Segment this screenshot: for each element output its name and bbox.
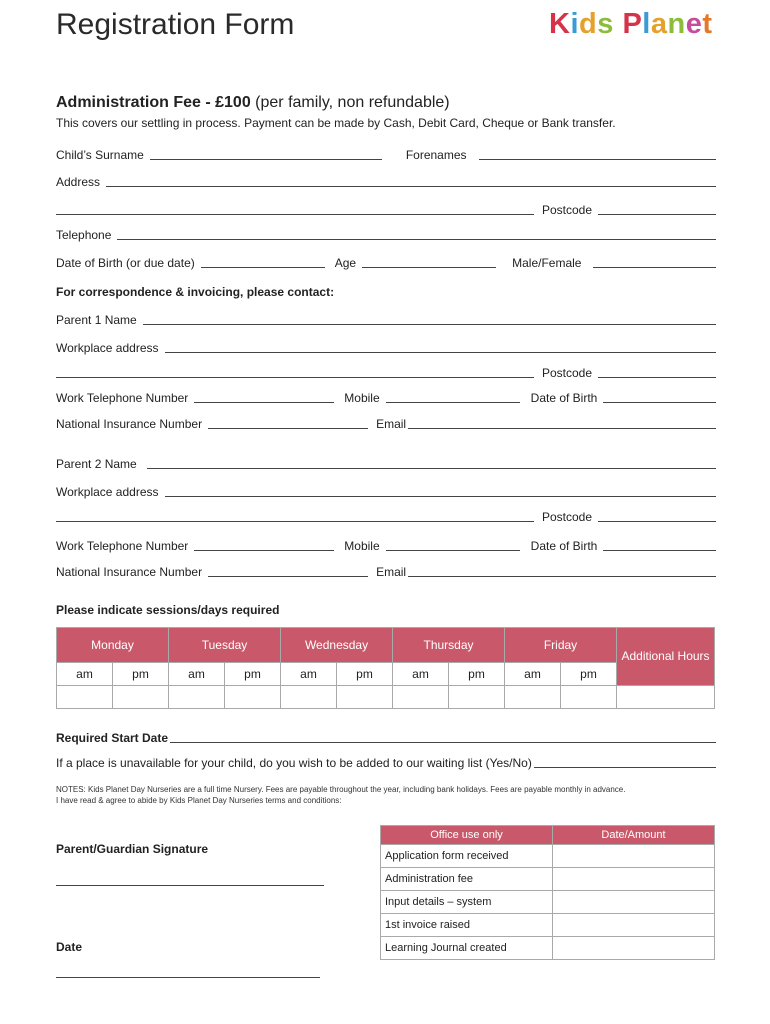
sessions-input-row [57,686,715,709]
office-row-value[interactable] [553,868,715,891]
gender-label: Male/Female [512,256,582,270]
parent1-worktel-label: Work Telephone Number [56,391,189,405]
day-header-thursday: Thursday [393,628,505,663]
age-field[interactable] [362,266,496,268]
parent2-name-field[interactable] [147,467,716,469]
session-cell[interactable] [281,686,337,709]
parent2-ni-label: National Insurance Number [56,565,203,579]
day-header-monday: Monday [57,628,169,663]
parent2-ni-row [56,565,716,579]
date-amount-header: Date/Amount [553,826,715,845]
start-date-label: Required Start Date [56,731,169,745]
date-label: Date [56,940,83,954]
kids-planet-logo [549,8,713,41]
logo-letter: s [597,8,614,40]
notes-line-1: NOTES: Kids Planet Day Nurseries are a full time Nursery. Fees are payable throughout the year, including bank holidays. Fees are payable monthly in advance. [56,785,626,794]
parent2-mobile-label: Mobile [344,539,380,553]
forenames-field[interactable] [479,158,716,160]
parent2-workplace-label: Workplace address [56,485,159,499]
office-row [381,845,715,868]
day-header-tuesday: Tuesday [169,628,281,663]
fee-description: This covers our settling in process. Payment can be made by Cash, Debit Card, Cheque or Bank transfer. [56,116,616,130]
am-label: am [393,663,449,686]
fee-heading [56,94,450,112]
logo-letter: K [549,8,571,40]
office-row [381,914,715,937]
parent2-phone-row [56,539,716,553]
signature-label: Parent/Guardian Signature [56,842,209,856]
parent1-name-field[interactable] [143,323,716,325]
sessions-header-row [57,628,715,663]
parent1-email-field[interactable] [408,427,716,429]
session-cell[interactable] [449,686,505,709]
fee-note: (per family, non refundable) [250,94,450,111]
parent2-worktel-label: Work Telephone Number [56,539,189,553]
parent2-postcode-field[interactable] [598,520,716,522]
parent1-email-label: Email [376,417,407,431]
logo-letter: i [570,8,580,40]
parent1-ni-row [56,417,716,431]
office-row-value[interactable] [553,914,715,937]
office-row [381,891,715,914]
child-surname-label: Child’s Surname [56,148,144,162]
waiting-list-label: If a place is unavailable for your child, do you wish to be added to our waiting list (Yes/No) [56,756,532,770]
parent2-postcode-label: Postcode [541,510,592,524]
parent1-postcode-field[interactable] [598,376,716,378]
parent2-email-label: Email [376,565,407,579]
pm-label: pm [449,663,505,686]
day-header-friday: Friday [505,628,617,663]
office-row-label: Learning Journal created [381,937,553,960]
gender-field[interactable] [593,266,716,268]
parent2-dob-label: Date of Birth [530,539,598,553]
address-field[interactable] [106,185,716,187]
sessions-heading: Please indicate sessions/days required [56,603,280,617]
session-cell[interactable] [337,686,393,709]
parent1-postcode-label: Postcode [541,366,592,380]
pm-label: pm [225,663,281,686]
office-row-value[interactable] [553,845,715,868]
telephone-field[interactable] [117,238,716,240]
signature-field[interactable] [56,885,324,886]
telephone-row [56,228,716,242]
additional-hours-header: Additional Hours [617,628,715,686]
start-date-field[interactable] [170,741,716,743]
address-row [56,175,716,189]
office-row-label: Administration fee [381,868,553,891]
session-cell[interactable] [225,686,281,709]
telephone-label: Telephone [56,228,112,242]
parent1-ni-label: National Insurance Number [56,417,203,431]
parent2-workplace-row [56,485,716,499]
session-cell[interactable] [169,686,225,709]
am-label: am [57,663,113,686]
logo-letter: l [642,8,651,40]
age-label: Age [334,256,357,270]
fee-title: Administration Fee - £100 [56,94,251,111]
parent1-workplace-field[interactable] [165,351,717,353]
parent2-workplace-field[interactable] [165,495,717,497]
parent2-postcode-row [56,510,716,524]
parent2-ni-field[interactable] [208,575,368,577]
am-label: am [281,663,337,686]
pm-label: pm [337,663,393,686]
child-surname-field[interactable] [150,158,382,160]
logo-letter: t [702,8,713,40]
logo-letter: P [622,8,643,40]
parent1-worktel-field[interactable] [194,401,334,403]
office-row [381,937,715,960]
parent1-name-label: Parent 1 Name [56,313,137,327]
parent2-name-row [56,457,716,471]
logo-letter: e [685,8,703,40]
date-field[interactable] [56,977,320,978]
parent2-workplace-line2-field[interactable] [56,520,534,522]
office-row-label: Input details – system [381,891,553,914]
notes [56,784,625,806]
start-date-row [56,731,716,745]
am-label: am [169,663,225,686]
session-cell[interactable] [57,686,113,709]
parent1-mobile-label: Mobile [344,391,380,405]
address-label: Address [56,175,101,189]
session-cell[interactable] [561,686,617,709]
office-row-value[interactable] [553,891,715,914]
am-label: am [505,663,561,686]
office-row [381,868,715,891]
session-cell[interactable] [393,686,449,709]
sessions-table [56,627,715,709]
parent1-postcode-row [56,366,716,380]
address-postcode-row [56,203,716,217]
pm-label: pm [113,663,169,686]
correspondence-heading: For correspondence & invoicing, please contact: [56,285,335,299]
day-header-wednesday: Wednesday [281,628,393,663]
parent1-phone-row [56,391,716,405]
parent1-name-row [56,313,716,327]
office-header-row [381,826,715,845]
waiting-list-row [56,756,716,770]
parent2-email-field[interactable] [408,575,716,577]
additional-hours-cell[interactable] [617,686,715,709]
parent2-mobile-field[interactable] [386,549,520,551]
parent1-mobile-field[interactable] [386,401,520,403]
parent1-dob-field[interactable] [603,401,716,403]
parent2-worktel-field[interactable] [194,549,334,551]
logo-letter: d [579,8,598,40]
forenames-label: Forenames [405,148,467,162]
office-row-label: Application form received [381,845,553,868]
office-row-label: 1st invoice raised [381,914,553,937]
notes-line-2: I have read & agree to abide by Kids Planet Day Nurseries terms and conditions: [56,796,342,805]
session-cell[interactable] [505,686,561,709]
office-use-table [380,825,715,960]
parent2-name-label: Parent 2 Name [56,457,137,471]
logo-letter: n [667,8,686,40]
logo-letter: a [650,8,668,40]
parent2-dob-field[interactable] [603,549,716,551]
pm-label: pm [561,663,617,686]
sessions-ampm-row [57,663,715,686]
dob-label: Date of Birth (or due date) [56,256,195,270]
parent1-workplace-line2-field[interactable] [56,376,534,378]
waiting-list-field[interactable] [534,766,716,768]
dob-row [56,256,716,270]
office-use-header: Office use only [381,826,553,845]
page-title: Registration Form [56,8,295,41]
postcode-label: Postcode [541,203,592,217]
session-cell[interactable] [113,686,169,709]
postcode-field[interactable] [598,213,716,215]
parent1-workplace-label: Workplace address [56,341,159,355]
address-line2-field[interactable] [56,213,534,215]
child-name-row [56,148,716,162]
parent1-ni-field[interactable] [208,427,368,429]
parent1-dob-label: Date of Birth [530,391,598,405]
office-row-value[interactable] [553,937,715,960]
dob-field[interactable] [201,266,325,268]
parent1-workplace-row [56,341,716,355]
